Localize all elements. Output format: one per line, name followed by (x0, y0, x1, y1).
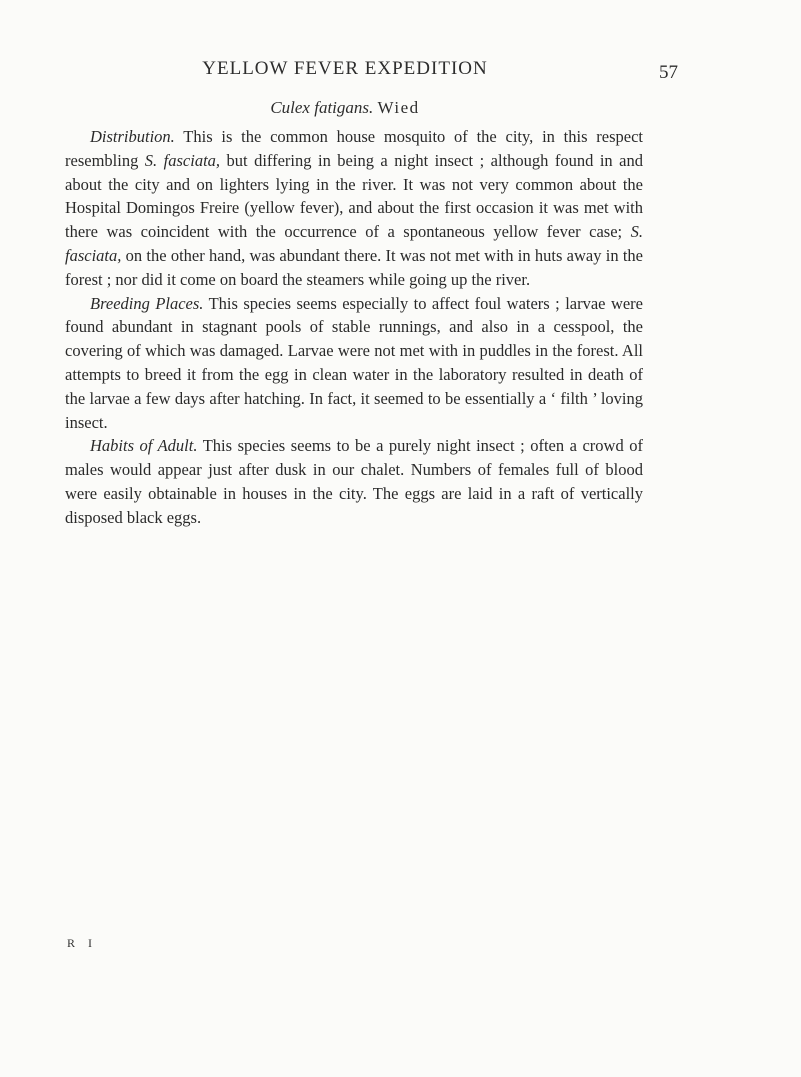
signature-mark: R I (67, 936, 97, 950)
distribution-text-1: This is the common house mosquito of the city, in this respect resembling (65, 127, 643, 170)
habits-text: This species seems to be a purely night insect ; often a crowd of males would appear just after dusk in our chalet. Numbers of females full of blood were easily obtainable in houses in the city. The eggs are laid in a raft of vertically disposed black eggs. (65, 436, 643, 527)
species-author: Wied (377, 98, 420, 117)
paragraph-distribution (65, 125, 643, 292)
species-name: Culex fatigans. (270, 98, 374, 117)
paragraph-breeding (65, 292, 643, 435)
distribution-text-3: on the other hand, was abundant there. It was not met with in huts away in the forest ; nor did it come on board the steamers while going up the river. (65, 245, 643, 289)
paragraph-habits (65, 434, 643, 529)
distribution-species-2: S. fasciata, (65, 222, 643, 265)
subhead-habits: Habits of Adult. (90, 436, 198, 456)
body-text (65, 125, 643, 530)
running-header (0, 58, 801, 86)
distribution-text-2: but differing in being a night insect ; although found in and about the city and on lighters lying in the river. It was not very common about the Hospital Domingos Freire (yellow fever), and about the first occasion it was met with there was coincident with the occurrence of a spontaneous yellow fever case; (65, 150, 643, 242)
breeding-text: This species seems especially to affect foul waters ; larvae were found abundant in stagnant pools of stable runnings, and also in a cesspool, the covering of which was damaged. Larvae were not met with in puddles in the forest. All attempts to breed it from the egg in clean water in the laboratory resulted in death of the larvae a few days after hatching. In fact, it seemed to be essentially a ‘ filth ’ loving insect. (65, 293, 644, 432)
running-title: YELLOW FEVER EXPEDITION (202, 58, 488, 79)
section-heading (0, 98, 690, 118)
distribution-species-1: S. fasciata, (144, 150, 221, 170)
subhead-distribution: Distribution. (90, 127, 175, 146)
page-number: 57 (659, 62, 678, 83)
subhead-breeding: Breeding Places. (90, 293, 204, 313)
